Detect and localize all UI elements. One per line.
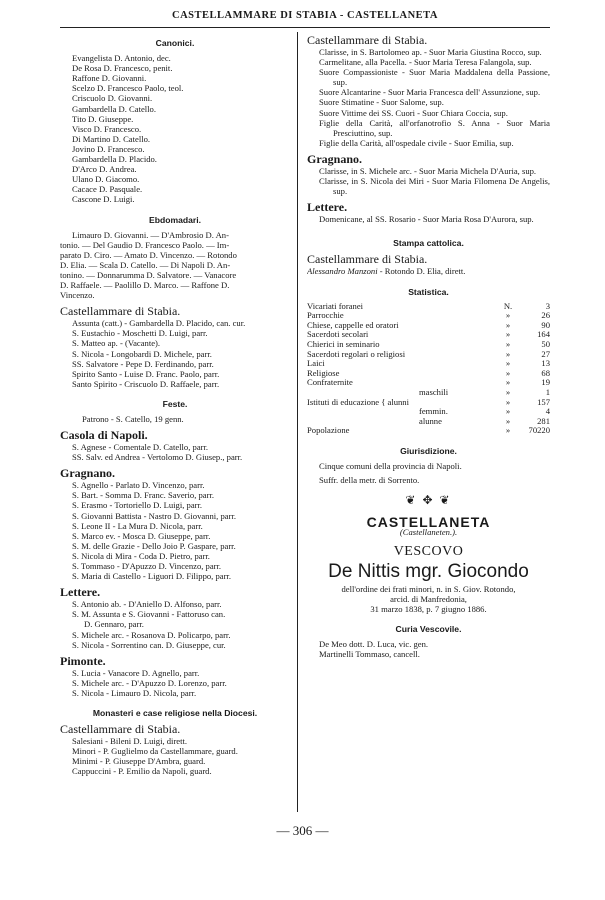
list-item: Gambardella D. Catello. [72, 103, 156, 114]
stat-label: Chiese, cappelle ed oratori [307, 319, 399, 330]
istituti-label: Istituti di educazione [307, 396, 380, 407]
left-column [60, 34, 290, 776]
list-item: S. Maria di Castello - Liguori D. Filippo, parr. [72, 571, 231, 582]
list-item: S. Michele arc. - Rosanova D. Policarpo, parr. [72, 629, 231, 640]
list-item: Clarisse, in S. Bartolomeo ap. - Suor Maria Giustina Rocco, sup. [319, 47, 542, 57]
stat-value: 50 [541, 338, 550, 349]
stat-quantifier: » [505, 386, 511, 397]
text-line: D. Elia. — Scala D. Catello. — Di Napoli D. An- [60, 259, 231, 270]
list-item: De Rosa D. Francesco, penit. [72, 63, 173, 74]
list-item: Salesiani - Bileni D. Luigi, dirett. [72, 736, 188, 747]
text-line: Suffr. della metr. di Sorrento. [319, 475, 420, 486]
list-item: Minimi - P. Giuseppe D'Ambra, guard. [72, 756, 206, 767]
stat-value: 13 [541, 358, 550, 369]
section-title-statistica: Statistica. [408, 286, 449, 297]
list-item: Suore Compassioniste - Suor Maria Maddalena della Passione, sup. [319, 67, 550, 88]
list-item: Tito D. Giuseppe. [72, 113, 134, 124]
istituti-sublabel: alunni [387, 396, 409, 407]
list-item: S. Agnese - Comentale D. Catello, parr. [72, 442, 209, 453]
diocese-title: CASTELLANETA [366, 514, 491, 531]
convents-list [307, 214, 550, 224]
location-heading: Castellammare di Stabia. [60, 722, 181, 737]
stat-quantifier: » [505, 377, 511, 388]
text-line: tonio. — Del Gaudio D. Francesco Paolo. — Im- [60, 239, 230, 250]
diocese-latin-name: (Castellaneten.). [399, 527, 458, 538]
stat-label: Istituti di educazione { alunni [307, 396, 409, 407]
list-item: S. Leone II - La Mura D. Nicola, parr. [72, 520, 203, 531]
bishop-name: De Nittis mgr. Giocondo [328, 560, 529, 582]
text-line: arcid. di Manfredonia, [390, 593, 467, 604]
convents-list [307, 47, 550, 148]
press-line [307, 266, 550, 276]
newspaper-director: - Rotondo D. Elia, dirett. [377, 266, 466, 277]
stat-quantifier: » [505, 358, 511, 369]
parish-list [60, 480, 290, 581]
list-item: S. Eustachio - Moschetti D. Luigi, parr. [72, 328, 208, 339]
list-item: Figlie della Carità, all'ospedale civile - Suor Emilia, sup. [319, 137, 514, 148]
istituti-sublabel: maschili [419, 386, 449, 397]
convents-list [307, 166, 550, 196]
section-title-curia: Curia Vescovile. [395, 623, 462, 634]
stat-value: 164 [537, 329, 550, 340]
religious-houses-list [60, 736, 290, 776]
list-item: S. Erasmo - Tortoriello D. Luigi, parr. [72, 500, 203, 511]
section-title-stampa: Stampa cattolica. [393, 238, 464, 249]
canonici-list [60, 53, 290, 204]
list-item: S. Nicola di Mira - Coda D. Pietro, parr. [72, 550, 210, 561]
list-item: Cacace D. Pasquale. [72, 184, 143, 195]
parish-list [60, 668, 290, 698]
stat-value: 157 [537, 396, 550, 407]
list-item: Suore Vittime dei SS. Cuori - Suor Chiara Coccia, sup. [319, 107, 508, 118]
list-item: Ulano D. Giacomo. [72, 174, 140, 185]
newspaper-title: Alessandro Manzoni [307, 266, 378, 277]
list-item: Clarisse, in S. Nicola dei Miri - Suor Maria Filomena De Angelis, sup. [319, 176, 550, 197]
list-item: Figlie della Carità, all'orfanotrofio S. Anna - Suor Maria Presciuttino, sup. [319, 117, 550, 138]
location-heading: Casola di Napoli. [60, 428, 148, 443]
location-heading: Lettere. [60, 585, 101, 600]
list-item: S. Bart. - Somma D. Franc. Saverio, parr. [72, 490, 215, 501]
list-item: S. Michele arc. - D'Apuzzo D. Lorenzo, parr. [72, 677, 227, 688]
list-item: Cappuccini - P. Emilio da Napoli, guard. [72, 766, 212, 777]
list-item: Domenicane, al SS. Rosario - Suor Maria Rosa D'Aurora, sup. [319, 214, 534, 225]
location-heading: Gragnano. [307, 151, 363, 166]
ebdomadari-paragraph [60, 230, 290, 301]
stat-value: 26 [541, 310, 550, 321]
list-item: Gambardella D. Placido. [72, 154, 157, 165]
table-row [307, 426, 550, 436]
istituti-sublabel: femmin. [419, 406, 448, 417]
list-item: Clarisse, in S. Michele arc. - Suor Maria Michela D'Auria, sup. [319, 165, 537, 176]
list-item: Di Martino D. Catello. [72, 133, 151, 144]
section-title-canonici: Canonici. [155, 38, 195, 48]
stat-value: 68 [541, 367, 550, 378]
stat-value: 4 [545, 406, 550, 417]
list-item: Raffone D. Giovanni. [72, 73, 147, 84]
header-rule [60, 27, 550, 28]
section-title-monasteri: Monasteri e case religiose nella Diocesi. [92, 707, 258, 718]
istituti-sublabel: alunne [419, 415, 442, 426]
list-item: Suore Stimatine - Suor Salome, sup. [319, 97, 444, 108]
list-item: S. Matteo ap. - (Vacante). [72, 338, 161, 349]
list-item: Assunta (catt.) - Gambardella D. Placido, can. cur. [72, 318, 246, 329]
list-item: Martinelli Tommaso, cancell. [319, 649, 420, 660]
parish-list [60, 442, 290, 462]
ornament-icon: ❦ ✥ ❦ [405, 493, 452, 508]
statistics-table [307, 302, 550, 436]
section-title-feste: Feste. [162, 398, 188, 409]
location-heading: Castellammare di Stabia. [60, 304, 181, 319]
location-heading: Castellammare di Stabia. [307, 33, 428, 47]
stat-value: 19 [541, 377, 550, 388]
running-header: CASTELLAMMARE DI STABIA - CASTELLANETA [172, 10, 438, 21]
text-line: Limauro D. Giovanni. — D'Ambrosio D. An- [72, 229, 229, 240]
text-line: Cinque comuni della provincia di Napoli. [319, 461, 462, 471]
text-line: tonino. — Donnarumma D. Salvatore. — Vanacore [60, 269, 237, 280]
list-item: S. M. delle Grazie - Dello Joio P. Gaspare, parr. [72, 540, 236, 551]
stat-value: 1 [545, 386, 550, 397]
table-row [307, 359, 550, 369]
curia-list [307, 639, 550, 659]
stat-quantifier: » [505, 406, 511, 417]
list-item: S. Giovanni Battista - Nastro D. Giovanni, parr. [72, 510, 236, 521]
location-heading: Pimonte. [60, 653, 106, 668]
stat-value: 27 [541, 348, 550, 359]
location-heading: Lettere. [307, 200, 348, 215]
list-item: Cascone D. Luigi. [72, 194, 135, 205]
section-title-giurisdizione: Giurisdizione. [400, 445, 457, 456]
text-line: D. Raffaele. — Paolillo D. Marco. — Raffone D. [60, 280, 230, 291]
list-item: Criscuolo D. Giovanni. [72, 93, 153, 104]
stat-quantifier: N. [503, 300, 513, 311]
stat-label: Laici [307, 358, 325, 369]
stat-quantifier: » [505, 425, 511, 436]
list-item: S. Lucia - Vanacore D. Agnello, parr. [72, 667, 200, 678]
stat-quantifier: » [505, 319, 511, 330]
jurisdiction-text [307, 461, 550, 485]
stat-quantifier: » [505, 338, 511, 349]
list-item: SS. Salv. ed Andrea - Vertolomo D. Giusep., parr. [72, 452, 243, 463]
list-item: S. Nicola - Limauro D. Nicola, parr. [72, 687, 197, 698]
stat-value: 281 [537, 415, 550, 426]
stat-quantifier: » [505, 415, 511, 426]
table-row [307, 350, 550, 360]
list-item: D. Gennaro, parr. [84, 619, 144, 630]
list-item: SS. Salvatore - Pepe D. Ferdinando, parr. [72, 358, 214, 369]
stat-label: Sacerdoti regolari o religiosi [307, 348, 406, 359]
text-line: parato D. Ciro. — Amato D. Vincenzo. — Rotondo [60, 249, 237, 260]
stat-quantifier: » [505, 367, 511, 378]
list-item: D'Arco D. Andrea. [72, 164, 137, 175]
stat-label: Parrocchie [307, 310, 344, 321]
list-item: Minori - P. Guglielmo da Castellammare, guard. [72, 746, 238, 757]
stat-quantifier: » [505, 329, 511, 340]
location-heading: Gragnano. [60, 466, 116, 481]
location-heading: Castellammare di Stabia. [307, 252, 428, 267]
list-item: S. Agnello - Parlato D. Vincenzo, parr. [72, 480, 205, 491]
list-item: Visco D. Francesco. [72, 123, 142, 134]
list-item: S. Nicola - Sorrentino can. D. Giuseppe, cur. [72, 639, 226, 650]
statistics-body [307, 302, 550, 436]
parish-list [60, 318, 290, 389]
stat-label: Popolazione [307, 425, 350, 436]
list-item: Santo Spirito - Criscuolo D. Raffaele, parr. [72, 378, 220, 389]
page-number: — 306 — [276, 823, 329, 838]
list-item: S. M. Assunta e S. Giovanni - Fattoruso can. [72, 609, 226, 620]
stat-label: Sacerdoti secolari [307, 329, 369, 340]
stat-label: Vicariati foranei [307, 300, 364, 311]
list-item: S. Nicola - Longobardi D. Michele, parr. [72, 348, 212, 359]
list-item: S. Marco ev. - Mosca D. Giuseppe, parr. [72, 530, 211, 541]
stat-label: Confraternite [307, 377, 353, 388]
list-item: Evangelista D. Antonio, dec. [72, 53, 171, 64]
list-item: De Meo dott. D. Luca, vic. gen. [319, 638, 429, 649]
stat-label: Chierici in seminario [307, 338, 380, 349]
stat-label: Religiose [307, 367, 340, 378]
text-line: dell'ordine dei frati minori, n. in S. Giov. Rotondo, [341, 583, 516, 594]
right-column [307, 34, 550, 659]
parish-list [60, 599, 290, 649]
list-item: Carmelitane, alla Pacella. - Suor Maria Teresa Falangola, sup. [319, 57, 532, 68]
stat-value: 70220 [528, 425, 550, 436]
stat-quantifier: » [505, 310, 511, 321]
feste-line: Patrono - S. Catello, 19 genn. [82, 414, 184, 424]
list-item: Spirito Santo - Luise D. Franc. Paolo, parr. [72, 368, 220, 379]
column-divider [297, 32, 298, 812]
list-item: S. Tommaso - D'Apuzzo D. Vincenzo, parr. [72, 561, 222, 572]
list-item: Scelzo D. Francesco Paolo, teol. [72, 83, 184, 94]
bishop-heading: VESCOVO [393, 544, 464, 560]
list-item: Suore Alcantarine - Suor Maria Francesca dell' Assunzione, sup. [319, 87, 541, 98]
stat-label [307, 407, 502, 417]
list-item: S. Antonio ab. - D'Aniello D. Alfonso, parr. [72, 599, 222, 610]
stat-value: 3 [545, 300, 550, 311]
text-line: 31 marzo 1838, p. 7 giugno 1886. [370, 603, 487, 614]
section-title-ebdomadari: Ebdomadari. [148, 214, 202, 225]
stat-quantifier: » [505, 396, 511, 407]
stat-quantifier: » [505, 348, 511, 359]
text-line: Vincenzo. [60, 290, 95, 301]
list-item: Jovino D. Francesco. [72, 143, 145, 154]
stat-value: 90 [541, 319, 550, 330]
bishop-biography [307, 584, 550, 614]
